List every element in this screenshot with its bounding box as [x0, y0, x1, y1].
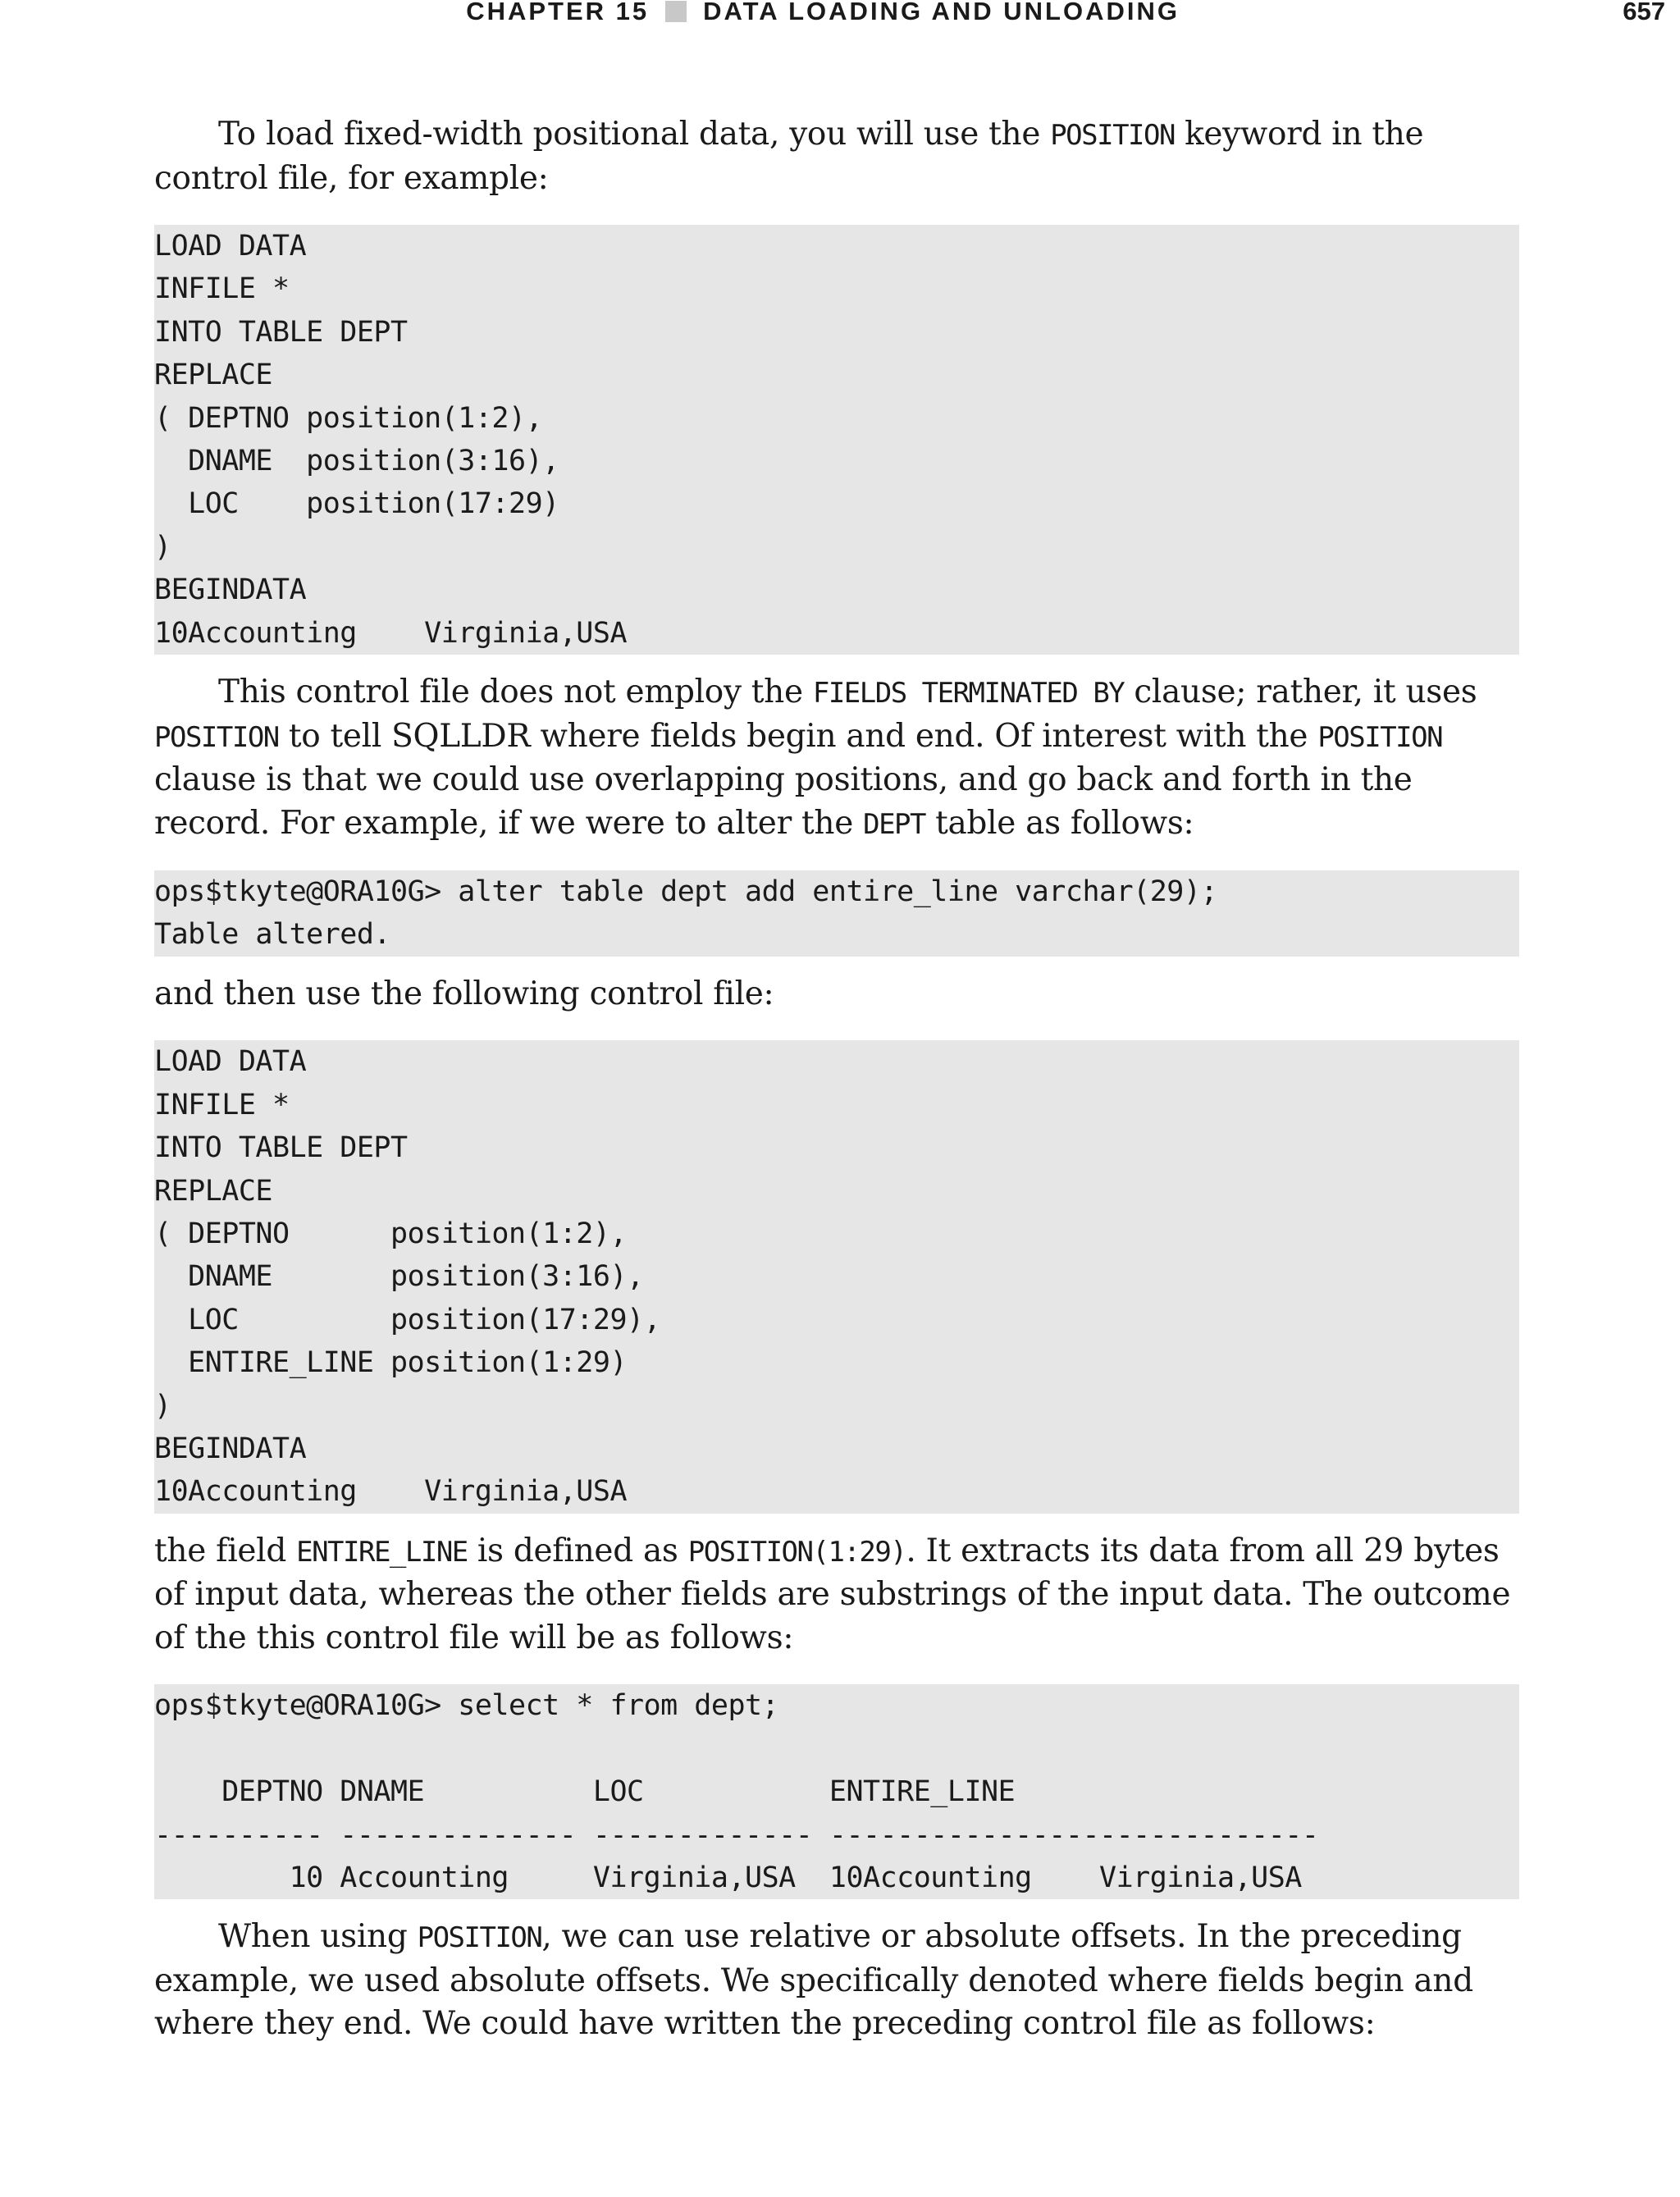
inline-code: FIELDS TERMINATED BY	[812, 677, 1125, 710]
page-number: 657	[1623, 0, 1665, 25]
text-run: This control file does not employ the	[218, 674, 813, 711]
text-run: clause; rather, it uses	[1124, 674, 1477, 711]
text-run: table as follows:	[925, 804, 1194, 842]
text-run: When using	[218, 1918, 418, 1956]
inline-code: POSITION	[1317, 720, 1443, 754]
code-block-control-file-entire-line: LOAD DATA INFILE * INTO TABLE DEPT REPLACE ( DEPTNO position(1:2), DNAME position(3:16), LOC position(17:29), ENTIRE_LINE position(1:29) ) BEGINDATA 10Accounting Virginia,USA	[154, 1040, 1519, 1513]
page-body	[154, 113, 1519, 2046]
paragraph-intro	[154, 113, 1519, 200]
inline-code: POSITION	[417, 1921, 542, 1955]
separator-square-icon	[665, 1, 687, 22]
text-run: is defined as	[467, 1532, 688, 1569]
inline-code: POSITION	[154, 720, 279, 754]
paragraph-position-explanation	[154, 671, 1519, 846]
text-run: To load fixed-width positional data, you will use the	[218, 116, 1051, 153]
chapter-label: CHAPTER 15	[466, 0, 650, 25]
chapter-title: DATA LOADING AND UNLOADING	[703, 0, 1180, 25]
inline-code: ENTIRE_LINE	[296, 1535, 468, 1569]
text-run: keyword in the control file, for example:	[154, 116, 1424, 197]
paragraph-offsets	[154, 1916, 1519, 2046]
inline-code: POSITION(1:29)	[687, 1535, 906, 1569]
running-head	[466, 0, 1180, 26]
code-block-control-file: LOAD DATA INFILE * INTO TABLE DEPT REPLACE ( DEPTNO position(1:2), DNAME position(3:16), LOC position(17:29) ) BEGINDATA 10Accounting Virginia,USA	[154, 225, 1519, 655]
inline-code: DEPT	[863, 807, 925, 841]
code-block-alter-table: ops$tkyte@ORA10G> alter table dept add entire_line varchar(29); Table altered.	[154, 870, 1519, 957]
paragraph-then-use: and then use the following control file:	[154, 975, 774, 1012]
text-run: clause is that we could use overlapping positions, and go back and forth in the record. For example, if we were to alter the	[154, 761, 1413, 842]
paragraph-entire-line	[154, 1530, 1519, 1660]
text-run: the field	[154, 1532, 297, 1569]
text-run: to tell SQLLDR where fields begin and end. Of interest with the	[278, 717, 1318, 755]
text-run: . It extracts its data from all 29 bytes of input data, whereas the other fields are substrings of the input data. The outcome of the this control file will be as follows:	[154, 1532, 1511, 1656]
inline-code: POSITION	[1050, 119, 1175, 152]
text-run: , we can use relative or absolute offsets. In the preceding example, we used absolute offsets. We specifically denoted where fields begin and where they end. We could have written the preceding control file as follows:	[154, 1918, 1473, 2043]
code-block-select-output: ops$tkyte@ORA10G> select * from dept; DEPTNO DNAME LOC ENTIRE_LINE ---------- -------------- ------------- ----------------------------- 10 Accounting Virginia,USA 10Accounting Virginia,USA	[154, 1684, 1519, 1899]
page-header	[0, 0, 1680, 33]
